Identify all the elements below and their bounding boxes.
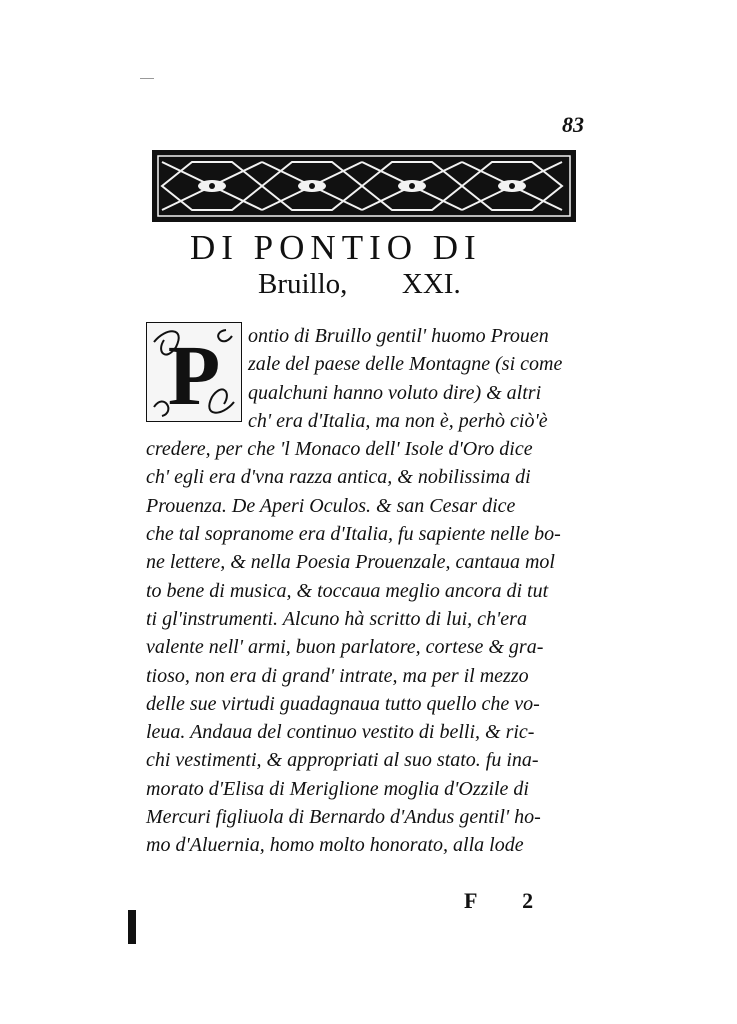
- text-line: che tal sopranome era d'Italia, fu sapiente nelle bo-: [146, 523, 561, 546]
- text-line: chi vestimenti, & appropriati al suo stato. fu ina-: [146, 749, 539, 772]
- page-number: 83: [562, 112, 584, 137]
- text-line: Mercuri figliuola di Bernardo d'Andus gentil' ho-: [146, 806, 541, 829]
- text-line: Prouenza. De Aperi Oculos. & san Cesar dice: [146, 494, 516, 517]
- text-line: valente nell' armi, buon parlatore, cortese & gra-: [146, 636, 544, 659]
- text-line: ontio di Bruillo gentil' huomo Prouen: [248, 325, 549, 347]
- text-line: qualchuni hanno voluto dire) & altri: [248, 381, 542, 404]
- chapter-heading-line1: DI PONTIO DI: [190, 228, 482, 267]
- text-line: zale del paese delle Montagne (si come: [248, 353, 563, 376]
- text-line: mo d'Aluernia, homo molto honorato, alla lode: [146, 834, 524, 857]
- chapter-heading-line2: [258, 268, 461, 301]
- signature-mark: F 2: [464, 888, 554, 913]
- body-text: [146, 322, 596, 860]
- text-line: delle sue virtudi guadagnaua tutto quello che vo-: [146, 692, 540, 715]
- heading-numeral: XXI.: [401, 268, 461, 300]
- decorative-headpiece: [152, 150, 576, 222]
- dropcap-letter: P: [167, 327, 221, 422]
- text-line: morato d'Elisa di Meriglione moglia d'Ozzile di: [146, 777, 529, 800]
- margin-mark: [128, 910, 136, 944]
- text-line: ch' era d'Italia, ma non è, perhò ciò'è: [248, 409, 548, 432]
- text-line: tioso, non era di grand' intrate, ma per il mezzo: [146, 664, 529, 687]
- text-line: ch' egli era d'vna razza antica, & nobilissima di: [146, 466, 531, 489]
- text-line: credere, per che 'l Monaco dell' Isole d'Oro dice: [146, 438, 533, 461]
- top-rule-mark: [140, 78, 154, 79]
- text-line: ti gl'instrumenti. Alcuno hà scritto di lui, ch'era: [146, 607, 527, 630]
- text-line: leua. Andaua del continuo vestito di belli, & ric-: [146, 721, 535, 744]
- text-line: to bene di musica, & toccaua meglio ancora di tut: [146, 579, 549, 602]
- heading-name: Bruillo,: [258, 268, 348, 300]
- text-line: ne lettere, & nella Poesia Prouenzale, cantaua mol: [146, 551, 555, 574]
